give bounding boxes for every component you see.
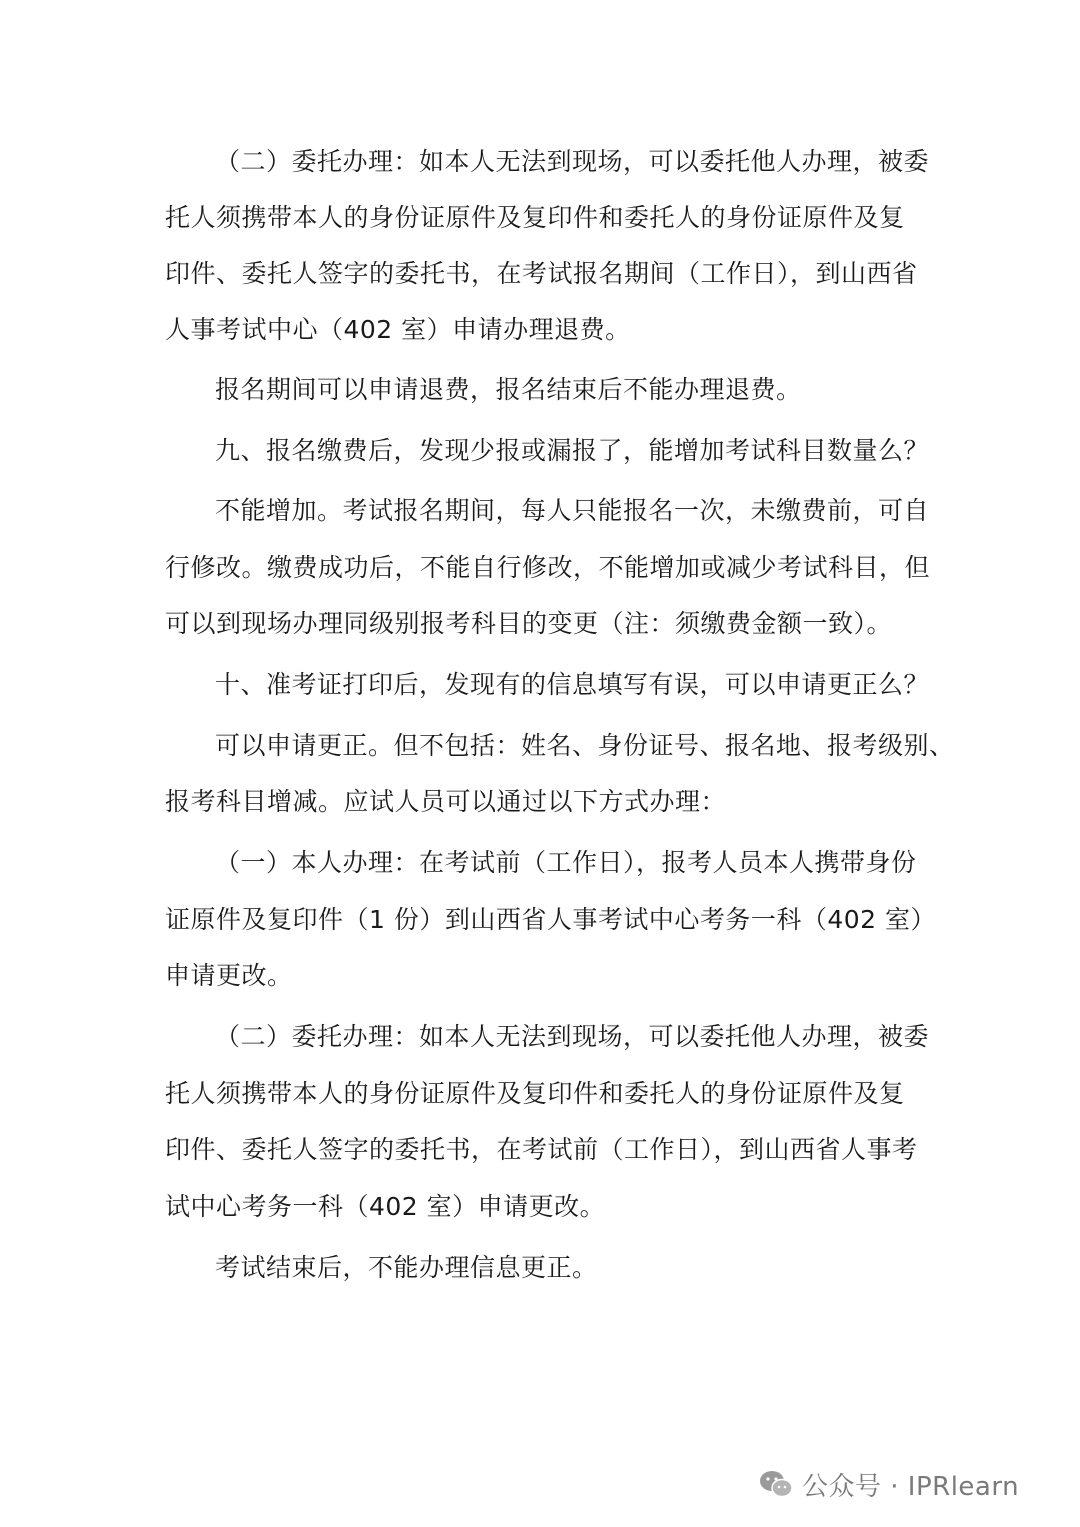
paragraph-line: （一）本人办理：在考试前（工作日），报考人员本人携带身份: [215, 848, 917, 877]
paragraph-line: 印件、委托人签字的委托书，在考试报名期间（工作日），到山西省: [165, 259, 918, 288]
section-heading: 九、报名缴费后，发现少报或漏报了，能增加考试科目数量么？: [215, 436, 930, 465]
paragraph-line: 托人须携带本人的身份证原件及复印件和委托人的身份证原件及复: [165, 1079, 905, 1108]
watermark-text: 公众号 · IPRlearn: [802, 1471, 1020, 1502]
paragraph-line: 可以到现场办理同级别报考科目的变更（注：须缴费金额一致）。: [165, 609, 893, 638]
paragraph-line: 报考科目增减。应试人员可以通过以下方式办理：: [165, 787, 727, 816]
paragraph-line: 托人须携带本人的身份证原件及复印件和委托人的身份证原件及复: [165, 203, 905, 232]
paragraph-line: 试中心考务一科（402 室）申请更改。: [165, 1192, 606, 1221]
paragraph-line: 印件、委托人签字的委托书，在考试前（工作日），到山西省人事考: [165, 1135, 918, 1164]
paragraph-line: 证原件及复印件（1 份）到山西省人事考试中心考务一科（402 室）: [165, 905, 937, 934]
paragraph-line: （二）委托办理：如本人无法到现场，可以委托他人办理，被委: [215, 147, 930, 176]
paragraph-line: （二）委托办理：如本人无法到现场，可以委托他人办理，被委: [215, 1022, 930, 1051]
paragraph-line: 申请更改。: [165, 961, 293, 990]
paragraph-line: 报名期间可以申请退费，报名结束后不能办理退费。: [215, 375, 802, 404]
section-heading: 十、准考证打印后，发现有的信息填写有误，可以申请更正么？: [215, 670, 930, 699]
paragraph-line: 行修改。缴费成功后，不能自行修改，不能增加或减少考试科目，但: [165, 553, 931, 582]
paragraph-line: 人事考试中心（402 室）申请办理退费。: [165, 315, 631, 344]
wechat-icon: [758, 1468, 794, 1500]
paragraph-line: 可以申请更正。但不包括：姓名、身份证号、报名地、报考级别、: [215, 731, 955, 760]
paragraph-line: 考试结束后，不能办理信息更正。: [215, 1253, 598, 1282]
paragraph-line: 不能增加。考试报名期间，每人只能报名一次，未缴费前，可自: [215, 496, 930, 525]
watermark: [758, 1466, 1019, 1502]
